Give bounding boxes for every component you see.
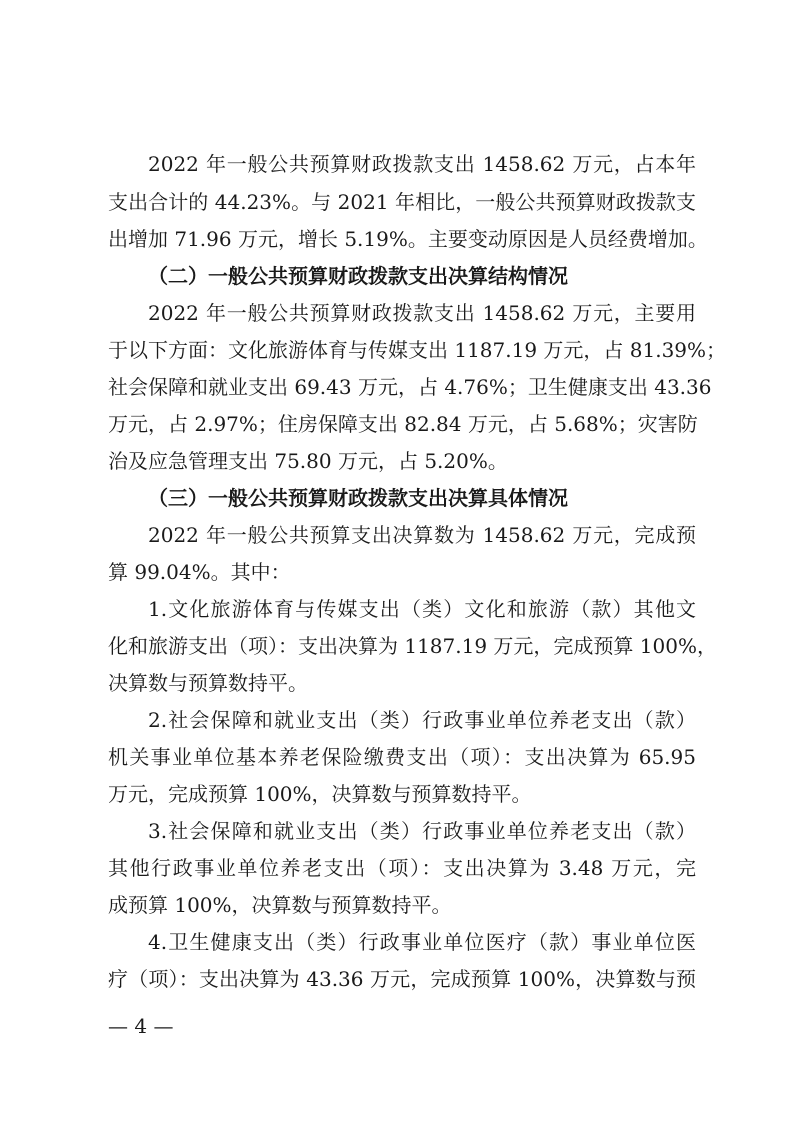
section-heading: （三）一般公共预算财政拨款支出决算具体情况	[148, 486, 568, 510]
paragraph-line: 决算数与预算数持平。	[108, 671, 308, 695]
paragraph-line: 算 99.04%。其中：	[108, 560, 291, 584]
paragraph-line: 4.卫生健康支出（类）行政事业单位医疗（款）事业单位医	[148, 930, 696, 954]
paragraph-line: 疗（项）：支出决算为 43.36 万元，完成预算 100%，决算数与预	[108, 967, 696, 991]
paragraph-line: 2022 年一般公共预算财政拨款支出 1458.62 万元，主要用	[148, 301, 696, 325]
paragraph-line: 社会保障和就业支出 69.43 万元，占 4.76%；卫生健康支出 43.36	[108, 375, 712, 399]
paragraph-line: 出增加 71.96 万元，增长 5.19%。主要变动原因是人员经费增加。	[108, 227, 708, 251]
section-heading: （二）一般公共预算财政拨款支出决算结构情况	[148, 264, 568, 288]
paragraph-line: 机关事业单位基本养老保险缴费支出（项）：支出决算为 65.95	[108, 745, 696, 769]
page-number: — 4 —	[108, 1014, 174, 1038]
paragraph-line: 2022 年一般公共预算支出决算数为 1458.62 万元，完成预	[148, 523, 696, 547]
paragraph-line: 支出合计的 44.23%。与 2021 年相比，一般公共预算财政拨款支	[108, 190, 696, 214]
paragraph-line: 成预算 100%，决算数与预算数持平。	[108, 893, 452, 917]
paragraph-line: 2.社会保障和就业支出（类）行政事业单位养老支出（款）	[148, 708, 696, 732]
paragraph-line: 2022 年一般公共预算财政拨款支出 1458.62 万元，占本年	[148, 152, 696, 176]
paragraph-line: 于以下方面：文化旅游体育与传媒支出 1187.19 万元，占 81.39%；	[108, 338, 727, 362]
paragraph-line: 其他行政事业单位养老支出（项）：支出决算为 3.48 万元，完	[108, 856, 696, 880]
paragraph-line: 化和旅游支出（项）：支出决算为 1187.19 万元，完成预算 100%，	[108, 634, 717, 658]
paragraph-line: 万元，占 2.97%；住房保障支出 82.84 万元，占 5.68%；灾害防	[108, 412, 698, 436]
paragraph-line: 治及应急管理支出 75.80 万元，占 5.20%。	[108, 449, 508, 473]
paragraph-line: 1.文化旅游体育与传媒支出（类）文化和旅游（款）其他文	[148, 597, 696, 621]
paragraph-line: 3.社会保障和就业支出（类）行政事业单位养老支出（款）	[148, 819, 696, 843]
paragraph-line: 万元，完成预算 100%，决算数与预算数持平。	[108, 782, 532, 806]
